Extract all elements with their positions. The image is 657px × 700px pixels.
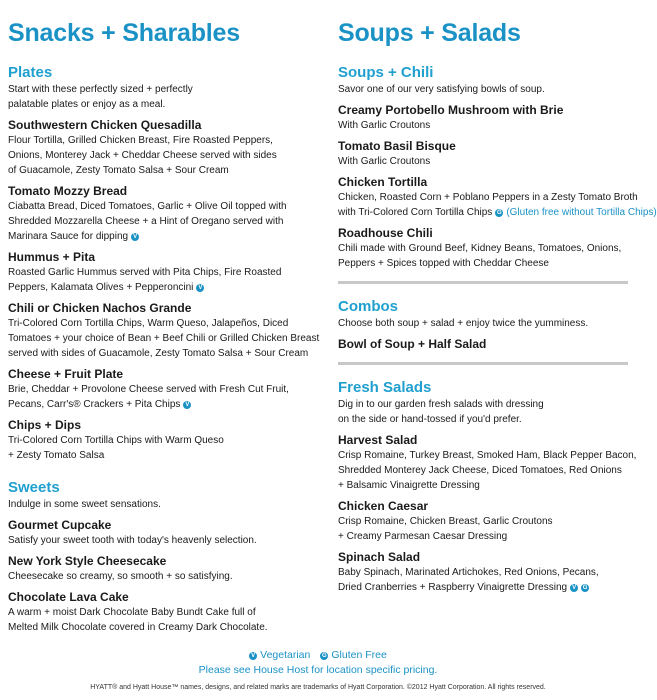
item-description-line [8,382,314,397]
legend [0,648,636,678]
menu-item [8,589,314,635]
item-description-text: Marinara Sauce for dipping [8,231,129,242]
section-description: Choose both soup + salad + enjoy twice the yumminess. [338,318,589,329]
item-description-line [338,154,628,169]
item-description-line [338,448,637,463]
menu-item [8,249,314,295]
item-description-line [338,463,628,478]
item-description-line [8,331,320,346]
section-heading: Plates [8,64,53,81]
item-description-text: served with sides of Guacamole, Zesty Tomato Salsa + Sour Cream [8,348,309,359]
item-description-text: Flour Tortilla, Grilled Chicken Breast, Fire Roasted Peppers, [8,135,273,146]
item-name: Gourmet Cupcake [8,518,112,532]
item-description-text: Peppers + Spices topped with Cheddar Cheese [338,258,549,269]
item-description-line [338,565,628,580]
menu-item [338,174,657,220]
section-description: on the side or hand-tossed if you'd prefer. [338,414,522,425]
menu-item [338,498,628,544]
menu-item [8,117,314,178]
item-description-text: Baby Spinach, Marinated Artichokes, Red Onions, Pecans, [338,567,599,578]
menu-item [8,417,314,463]
item-description-text: Tri-Colored Corn Tortilla Chips, Warm Queso, Jalapeños, Diced [8,318,289,329]
left-column [8,0,320,635]
menu-section [8,64,320,463]
legal-notice: HYATT® and Hyatt House™ names, designs, and related marks are trademarks of Hyatt Corporation. ©2012 Hyatt Corporation. All rights reserved. [90,684,546,691]
column-title: Snacks + Sharables [8,19,240,47]
item-description-text: Chili made with Ground Beef, Kidney Beans, Tomatoes, Onions, [338,243,622,254]
item-name: Chips + Dips [8,418,82,432]
menu-item [338,549,628,595]
section-description: Dig in to our garden fresh salads with dressing [338,399,544,410]
item-description-line [338,529,628,544]
item-description-line [338,478,628,493]
item-description-text: Brie, Cheddar + Provolone Cheese served with Fresh Cut Fruit, [8,384,289,395]
item-description-text: Chicken, Roasted Corn + Poblano Peppers in a Zesty Tomato Broth [338,192,638,203]
item-description-text: Satisfy your sweet tooth with today's heavenly selection. [8,535,257,546]
menu-section [338,379,637,595]
menu-section [338,64,657,271]
item-description-line [8,605,314,620]
section-description: Savor one of our very satisfying bowls of soup. [338,84,545,95]
item-description-text: Melted Milk Chocolate covered in Creamy Dark Chocolate. [8,622,268,633]
item-name: Cheese + Fruit Plate [8,367,124,381]
menu-item [338,225,628,271]
item-description-text: Onions, Monterey Jack + Cheddar Cheese served with sides [8,150,277,161]
section-divider [338,362,628,365]
vegetarian-icon: V [572,585,577,591]
section-divider [338,281,628,284]
item-description-text: Tri-Colored Corn Tortilla Chips with Warm Queso [8,435,224,446]
item-description-text: Cheesecake so creamy, so smooth + so satisfying. [8,571,233,582]
item-note: (Gluten free without Tortilla Chips) [506,207,657,218]
item-description-line [8,199,314,214]
item-description-text: + Zesty Tomato Salsa [8,450,105,461]
item-name: Bowl of Soup + Half Salad [338,337,487,351]
item-description-line [8,533,314,548]
item-description-text: Roasted Garlic Hummus served with Pita Chips, Fire Roasted [8,267,282,278]
item-description-line [8,265,314,280]
menu-section [338,298,628,352]
item-description-text: Crisp Romaine, Turkey Breast, Smoked Ham, Black Pepper Bacon, [338,450,637,461]
menu-section [8,479,314,635]
item-name: Southwestern Chicken Quesadilla [8,118,202,132]
column-title: Soups + Salads [338,19,521,47]
vegetarian-label: Vegetarian [260,649,311,661]
item-description-line [8,316,314,331]
item-description-text: Peppers, Kalamata Olives + Pepperoncini [8,282,194,293]
section-heading: Sweets [8,479,60,496]
item-description-text: Ciabatta Bread, Diced Tomatoes, Garlic + Olive Oil topped with [8,201,287,212]
item-description-text: With Garlic Croutons [338,156,431,167]
item-name: Chicken Tortilla [338,175,428,189]
gluten-free-icon: G [322,653,327,659]
gluten-free-icon: G [496,210,502,216]
item-name: Roadhouse Chili [338,226,433,240]
menu-item [8,183,314,244]
item-name: Chicken Caesar [338,499,429,513]
section-heading: Combos [338,298,398,315]
vegetarian-icon: V [198,285,203,291]
menu-item [338,432,637,493]
item-name: Tomato Basil Bisque [338,139,456,153]
gluten-free-icon: G [582,585,588,591]
item-name: Hummus + Pita [8,250,96,264]
item-description-line [338,256,628,271]
menu-item [8,300,320,361]
menu-item [8,553,314,584]
gluten-free-label: Gluten Free [331,649,387,661]
item-description-line [8,229,314,244]
vegetarian-icon: V [251,653,256,659]
right-column [338,0,657,595]
item-description-text: + Balsamic Vinaigrette Dressing [338,480,480,491]
item-description-text: Dried Cranberries + Raspberry Vinaigrette Dressing [338,582,568,593]
vegetarian-icon: V [185,402,190,408]
item-description-line [8,133,314,148]
item-description-text: A warm + moist Dark Chocolate Baby Bundt Cake full of [8,607,256,618]
item-description-line [338,514,628,529]
item-description-text: Tomatoes + your choice of Bean + Beef Chili or Grilled Chicken Breast [8,333,320,344]
item-description-line [8,214,314,229]
vegetarian-icon: V [133,234,138,240]
item-description-text: Shredded Monterey Jack Cheese, Diced Tomatoes, Red Onions [338,465,622,476]
item-description-line [338,241,628,256]
item-description-line [338,205,657,220]
menu-item [8,366,314,412]
pricing-note: Please see House Host for location specific pricing. [198,664,438,676]
section-description: Start with these perfectly sized + perfectly [8,84,193,95]
item-description-line [8,163,314,178]
item-description-text: Pecans, Carr's® Crackers + Pita Chips [8,399,181,410]
item-name: Chocolate Lava Cake [8,590,129,604]
menu-item [338,102,628,133]
item-description-line [338,190,638,205]
item-name: Spinach Salad [338,550,421,564]
section-heading: Soups + Chili [338,64,434,81]
item-description-text: of Guacamole, Zesty Tomato Salsa + Sour Cream [8,165,229,176]
item-description-line [8,148,314,163]
item-description-line [8,569,314,584]
item-description-line [8,620,314,635]
menu-item [8,517,314,548]
section-description: palatable plates or enjoy as a meal. [8,99,166,110]
item-description-line [338,118,628,133]
item-description-line [8,397,314,412]
item-description-text: with Tri-Colored Corn Tortilla Chips [338,207,493,218]
item-description-line [8,346,314,361]
section-description: Indulge in some sweet sensations. [8,499,161,510]
item-name: New York Style Cheesecake [8,554,167,568]
item-description-text: Shredded Mozzarella Cheese + a Hint of Oregano served with [8,216,284,227]
section-heading: Fresh Salads [338,379,432,396]
item-name: Harvest Salad [338,433,418,447]
menu-item [338,138,628,169]
item-description-text: With Garlic Croutons [338,120,431,131]
item-description-line [338,580,628,595]
item-description-text: + Creamy Parmesan Caesar Dressing [338,531,508,542]
menu-item [338,336,628,352]
item-description-line [8,433,314,448]
item-description-text: Crisp Romaine, Chicken Breast, Garlic Croutons [338,516,553,527]
item-name: Creamy Portobello Mushroom with Brie [338,103,564,117]
item-description-line [8,448,314,463]
item-name: Tomato Mozzy Bread [8,184,128,198]
item-name: Chili or Chicken Nachos Grande [8,301,192,315]
item-description-line [8,280,314,295]
